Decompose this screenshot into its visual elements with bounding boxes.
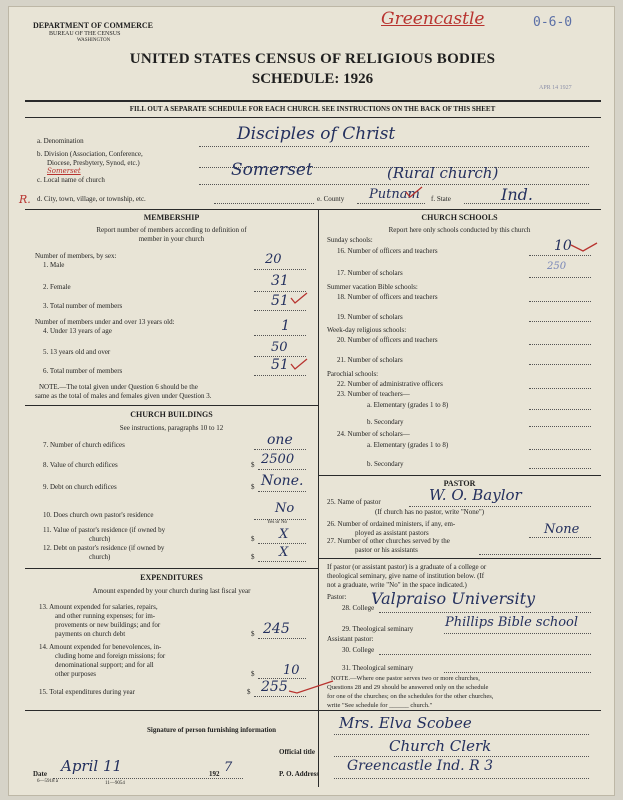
q4-value: 1 bbox=[281, 318, 290, 334]
q14-value: 10 bbox=[283, 663, 300, 678]
membership-intro: Report number of members according to definition of bbox=[96, 226, 247, 234]
schools-intro: Report here only schools conducted by this church bbox=[388, 226, 531, 234]
q19-label: 19. Number of scholars bbox=[337, 313, 403, 321]
state-label: f. State bbox=[431, 195, 451, 203]
buildings-intro: See instructions, paragraphs 10 to 12 bbox=[119, 424, 224, 432]
greencastle-stamp: Greencastle bbox=[381, 9, 485, 29]
city-label: d. City, town, village, or township, etc. bbox=[37, 195, 146, 203]
q15-label: 15. Total expenditures during year bbox=[39, 688, 135, 696]
q23-label: 23. Number of teachers— bbox=[337, 390, 410, 398]
q27-value: None bbox=[544, 522, 580, 537]
q16-label: 16. Number of officers and teachers bbox=[337, 247, 438, 255]
q4-label: 4. Under 13 years of age bbox=[43, 327, 112, 335]
q26-label-2: ployed as assistant pastors bbox=[355, 529, 429, 537]
q24-label: 24. Number of scholars— bbox=[337, 430, 410, 438]
bureau-label: BUREAU OF THE CENSUS bbox=[49, 31, 121, 37]
q27-label-2: pastor or his assistants bbox=[355, 546, 418, 554]
code-stamp: 0-6-0 bbox=[533, 15, 573, 30]
q3-label: 3. Total number of members bbox=[43, 302, 123, 310]
official-title-label: Official title bbox=[279, 748, 315, 756]
expenditures-title: EXPENDITURES bbox=[140, 573, 203, 582]
q21-label: 21. Number of scholars bbox=[337, 356, 403, 364]
q14-label-2: cluding home and foreign missions; for bbox=[55, 652, 166, 660]
q24b-label: b. Secondary bbox=[367, 460, 404, 468]
print-number: 11—9054 bbox=[105, 781, 125, 786]
q29-value: Phillips Bible school bbox=[445, 615, 579, 630]
q13-label: 13. Amount expended for salaries, repairs, bbox=[39, 603, 158, 611]
weekday-label: Week-day religious schools: bbox=[327, 326, 407, 334]
local-name-value: Somerset bbox=[231, 160, 313, 180]
assistant-sublabel: Assistant pastor: bbox=[327, 635, 374, 643]
somerset-note: Somerset bbox=[47, 167, 81, 175]
local-name-value-2: (Rural church) bbox=[387, 164, 499, 182]
county-value: Putnam bbox=[369, 187, 420, 202]
washington-label: WASHINGTON bbox=[77, 38, 111, 43]
q7-label: 7. Number of church edifices bbox=[43, 441, 125, 449]
address-label: P. O. Address bbox=[279, 770, 320, 778]
by-sex-label: Number of members, by sex: bbox=[35, 252, 117, 260]
yes-no-hint: Yes or No bbox=[267, 520, 288, 525]
q14-label-4: other purposes bbox=[55, 670, 97, 678]
q5-label: 5. 13 years old and over bbox=[43, 348, 111, 356]
q8-value: 2500 bbox=[261, 452, 295, 467]
check-mark-icon-3 bbox=[404, 185, 424, 199]
q13-label-4: payments on church debt bbox=[55, 630, 126, 638]
year-prefix: 192 bbox=[209, 770, 220, 778]
date-label: Date bbox=[33, 770, 47, 778]
check-mark-icon-5 bbox=[287, 679, 337, 695]
signature-value: Mrs. Elva Scobee bbox=[339, 714, 472, 732]
membership-title: MEMBERSHIP bbox=[143, 213, 200, 222]
year-value: 7 bbox=[224, 760, 233, 775]
sunday-label: Sunday schools: bbox=[327, 236, 373, 244]
q11-label-2: church) bbox=[89, 535, 111, 543]
county-label: e. County bbox=[317, 195, 345, 203]
pastor-note-4: write "See schedule for ______ church." bbox=[327, 702, 433, 709]
q14-label-3: denominational support; and for all bbox=[55, 661, 154, 669]
q10-value: No bbox=[275, 501, 295, 516]
q16-value: 10 bbox=[554, 238, 572, 254]
q9-dollar: $ bbox=[251, 483, 255, 491]
pastor-note: NOTE.—Where one pastor serves two or more churches, bbox=[331, 675, 480, 682]
check-mark-icon-4 bbox=[569, 241, 599, 255]
membership-note-2: same as the total of males and females given under Question 3. bbox=[35, 392, 212, 400]
q24a-label: a. Elementary (grades 1 to 8) bbox=[367, 441, 449, 449]
form-title: UNITED STATES CENSUS OF RELIGIOUS BODIES bbox=[129, 51, 496, 67]
q13-dollar: $ bbox=[251, 630, 255, 638]
margin-mark: R. bbox=[19, 193, 31, 206]
q13-label-3: provements or new buildings; and for bbox=[55, 621, 161, 629]
department-label: DEPARTMENT OF COMMERCE bbox=[33, 21, 154, 30]
check-mark-icon-2 bbox=[289, 357, 309, 371]
pastor-title: PASTOR bbox=[443, 479, 476, 488]
q11-dollar: $ bbox=[251, 535, 255, 543]
expenditures-intro: Amount expended by your church during last fiscal year bbox=[92, 587, 251, 595]
denomination-value: Disciples of Christ bbox=[237, 124, 396, 144]
summer-label: Summer vacation Bible schools: bbox=[327, 283, 418, 291]
q14-dollar: $ bbox=[251, 670, 255, 678]
q12-value: X bbox=[279, 545, 289, 560]
division-label: b. Division (Association, Conference, bbox=[37, 150, 143, 158]
q15-value: 255 bbox=[261, 679, 288, 695]
q11-label: 11. Value of pastor's residence (if owned by bbox=[43, 526, 166, 534]
census-schedule-page bbox=[8, 6, 615, 796]
q8-dollar: $ bbox=[251, 461, 255, 469]
state-value: Ind. bbox=[501, 185, 533, 204]
received-date-stamp: APR 14 1927 bbox=[539, 85, 572, 91]
check-mark-icon bbox=[289, 291, 309, 305]
q6-value: 51 bbox=[271, 357, 289, 373]
q11-value: X bbox=[279, 527, 289, 542]
q28-value: Valpraiso University bbox=[371, 589, 536, 608]
form-number: 6—5918 a bbox=[37, 779, 58, 784]
q30-label: 30. College bbox=[342, 646, 375, 654]
q6-label: 6. Total number of members bbox=[43, 367, 123, 375]
q31-label: 31. Theological seminary bbox=[342, 664, 414, 672]
q9-label: 9. Debt on church edifices bbox=[43, 483, 117, 491]
q14-label: 14. Amount expended for benevolences, in- bbox=[39, 643, 162, 651]
q22-label: 22. Number of administrative officers bbox=[337, 380, 443, 388]
graduate-intro: If pastor (or assistant pastor) is a graduate of a college or bbox=[327, 563, 487, 571]
graduate-intro-3: not a graduate, write "No" in the space indicated.) bbox=[327, 581, 467, 589]
q3-value: 51 bbox=[271, 293, 289, 309]
q28-label: 28. College bbox=[342, 604, 375, 612]
q20-label: 20. Number of officers and teachers bbox=[337, 336, 438, 344]
membership-note: NOTE.—The total given under Question 6 should be the bbox=[39, 383, 198, 391]
q10-label: 10. Does church own pastor's residence bbox=[43, 511, 154, 519]
form-subtitle: SCHEDULE: 1926 bbox=[251, 71, 374, 87]
q2-label: 2. Female bbox=[43, 283, 71, 291]
division-label-2: Diocese, Presbytery, Synod, etc.) bbox=[47, 159, 140, 167]
pastor-note-3: for one of the churches; on the schedules for the other churches, bbox=[327, 693, 494, 700]
address-value: Greencastle Ind. R 3 bbox=[347, 758, 493, 774]
graduate-intro-2: theological seminary, give name of institution below. (If bbox=[327, 572, 485, 580]
q7-value: one bbox=[267, 432, 293, 448]
q1-value: 20 bbox=[265, 252, 282, 267]
buildings-title: CHURCH BUILDINGS bbox=[130, 410, 213, 419]
q8-label: 8. Value of church edifices bbox=[43, 461, 118, 469]
denomination-label: a. Denomination bbox=[37, 137, 84, 145]
q23a-label: a. Elementary (grades 1 to 8) bbox=[367, 401, 449, 409]
q18-label: 18. Number of officers and teachers bbox=[337, 293, 438, 301]
q12-label: 12. Debt on pastor's residence (if owned by bbox=[43, 544, 165, 552]
q17-label: 17. Number of scholars bbox=[337, 269, 403, 277]
pastor-sublabel: Pastor: bbox=[327, 593, 347, 601]
q25-label: 25. Name of pastor bbox=[327, 498, 381, 506]
q25-note: (If church has no pastor, write "None") bbox=[375, 508, 485, 516]
parochial-label: Parochial schools: bbox=[327, 370, 379, 378]
q1-label: 1. Male bbox=[43, 261, 65, 269]
q23b-label: b. Secondary bbox=[367, 418, 404, 426]
age-label: Number of members under and over 13 years old: bbox=[35, 318, 175, 326]
q27-label: 27. Number of other churches served by the bbox=[327, 537, 450, 545]
pastor-note-2: Questions 28 and 29 should be answered only on the schedule bbox=[327, 684, 489, 691]
schools-title: CHURCH SCHOOLS bbox=[421, 213, 498, 222]
q17-value: 250 bbox=[547, 261, 567, 272]
membership-intro-2: member in your church bbox=[138, 235, 205, 243]
q9-value: None. bbox=[261, 473, 304, 489]
date-value: April 11 bbox=[61, 757, 123, 775]
signature-label: Signature of person furnishing information bbox=[147, 726, 276, 734]
official-title-value: Church Clerk bbox=[389, 737, 492, 755]
instruction-banner: FILL OUT A SEPARATE SCHEDULE FOR EACH CHURCH. SEE INSTRUCTIONS ON THE BACK OF THIS SHEET bbox=[129, 105, 496, 113]
q2-value: 31 bbox=[271, 273, 289, 289]
q15-dollar: $ bbox=[247, 688, 251, 696]
q12-label-2: church) bbox=[89, 553, 111, 561]
q13-label-2: and other running expenses; for im- bbox=[55, 612, 156, 620]
q13-value: 245 bbox=[263, 621, 290, 637]
q25-value: W. O. Baylor bbox=[429, 486, 522, 504]
q12-dollar: $ bbox=[251, 553, 255, 561]
q5-value: 50 bbox=[271, 340, 288, 355]
q29-label: 29. Theological seminary bbox=[342, 625, 414, 633]
q26-label: 26. Number of ordained ministers, if any, em- bbox=[327, 520, 456, 528]
local-name-label: c. Local name of church bbox=[37, 176, 105, 184]
